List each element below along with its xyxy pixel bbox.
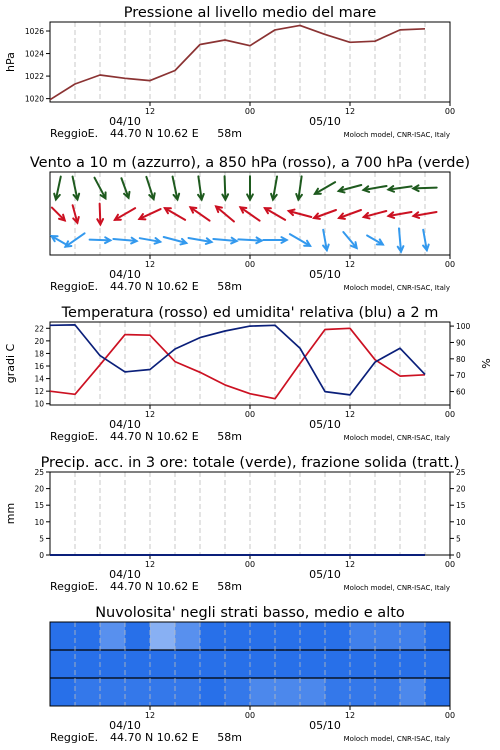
x-tick-label: 12 — [144, 410, 156, 419]
wind-arrow-10m — [90, 240, 111, 241]
footer-coords: 44.70 N 10.62 E — [110, 580, 199, 593]
y-axis-tick-label: 25 — [34, 468, 44, 477]
cloud-cell-alto — [275, 622, 301, 651]
cloud-cell-medio — [325, 650, 351, 679]
footer-credit: Moloch model, CNR-ISAC, Italy — [343, 434, 450, 442]
y-axis-right-tick-label: 0 — [456, 551, 461, 560]
wind-arrow-700hpa — [413, 188, 436, 189]
x-tick-label: 00 — [444, 260, 456, 269]
cloud-cell-basso — [50, 678, 76, 707]
x-tick-label: 12 — [144, 711, 156, 720]
chart-title: Nuvolosita' negli strati basso, medio e alto — [95, 605, 405, 621]
footer-station: ReggioE. — [50, 580, 99, 593]
date-label: 05/10 — [309, 568, 341, 581]
x-tick-label: 12 — [344, 560, 356, 569]
date-label: 04/10 — [109, 568, 141, 581]
cloud-cell-medio — [125, 650, 151, 679]
cloud-cell-medio — [225, 650, 251, 679]
x-tick-label: 12 — [344, 260, 356, 269]
y-axis-label: hPa — [4, 52, 17, 72]
cloud-cell-basso — [225, 678, 251, 707]
y-axis-right-tick-label: 5 — [456, 534, 461, 544]
footer-elevation: 58m — [217, 731, 242, 744]
footer-coords: 44.70 N 10.62 E — [110, 127, 199, 140]
humidity-series — [50, 325, 425, 395]
cloud-cell-medio — [250, 650, 276, 679]
y-axis-label: mm — [4, 502, 17, 525]
x-tick-label: 12 — [144, 560, 156, 569]
y-axis-tick-label: 0 — [39, 551, 44, 560]
y-axis-tick-label: 10 — [34, 399, 44, 409]
cloud-cell-alto — [200, 622, 226, 651]
x-tick-label: 12 — [344, 107, 356, 116]
date-label: 05/10 — [309, 268, 341, 281]
cloud-cell-medio — [75, 650, 101, 679]
cloud-cell-alto — [100, 622, 126, 651]
cloud-cell-medio — [200, 650, 226, 679]
y-axis-tick-label: 15 — [34, 501, 44, 511]
cloud-cell-basso — [275, 678, 301, 707]
cloud-cell-alto — [175, 622, 201, 651]
cloud-cell-alto — [350, 622, 376, 651]
date-label: 05/10 — [309, 115, 341, 128]
y-axis-tick-label: 1024 — [24, 49, 44, 59]
y-axis-right-tick-label: 100 — [456, 322, 471, 332]
footer-station: ReggioE. — [50, 731, 99, 744]
cloud-cell-alto — [425, 622, 451, 651]
chart-title: Precip. acc. in 3 ore: totale (verde), frazione solida (tratt.) — [40, 455, 460, 471]
cloud-cell-basso — [350, 678, 376, 707]
y-axis-tick-label: 20 — [34, 336, 44, 346]
date-label: 04/10 — [109, 268, 141, 281]
y-axis-tick-label: 14 — [34, 374, 44, 384]
date-label: 04/10 — [109, 719, 141, 732]
y-axis-right-tick-label: 80 — [456, 354, 466, 364]
cloud-cell-medio — [425, 650, 451, 679]
y-axis-tick-label: 10 — [34, 517, 44, 527]
cloud-cell-basso — [75, 678, 101, 707]
cloud-cell-basso — [325, 678, 351, 707]
footer-credit: Moloch model, CNR-ISAC, Italy — [343, 584, 450, 592]
date-label: 05/10 — [309, 719, 341, 732]
footer-elevation: 58m — [217, 280, 242, 293]
y-axis-tick-label: 1020 — [24, 94, 44, 104]
cloud-cell-basso — [400, 678, 426, 707]
x-tick-label: 00 — [244, 260, 256, 269]
cloud-cell-medio — [100, 650, 126, 679]
chart-title: Vento a 10 m (azzurro), a 850 hPa (rosso), a 700 hPa (verde) — [29, 155, 471, 171]
cloud-cell-alto — [125, 622, 151, 651]
y-axis-right-tick-label: 25 — [456, 468, 466, 477]
footer-elevation: 58m — [217, 430, 242, 443]
wind-arrow-850hpa — [100, 204, 101, 225]
footer-credit: Moloch model, CNR-ISAC, Italy — [343, 735, 450, 743]
cloud-cell-alto — [250, 622, 276, 651]
cloud-cell-medio — [150, 650, 176, 679]
x-tick-label: 12 — [144, 107, 156, 116]
chart-title: Temperatura (rosso) ed umidita' relativa (blu) a 2 m — [61, 305, 439, 321]
cloud-cell-medio — [175, 650, 201, 679]
footer-coords: 44.70 N 10.62 E — [110, 731, 199, 744]
x-tick-label: 12 — [144, 260, 156, 269]
footer-credit: Moloch model, CNR-ISAC, Italy — [343, 131, 450, 139]
cloud-cell-basso — [150, 678, 176, 707]
x-tick-label: 00 — [244, 107, 256, 116]
y-axis-right-tick-label: 20 — [456, 484, 466, 494]
cloud-cell-basso — [375, 678, 401, 707]
cloud-cell-basso — [425, 678, 451, 707]
y-axis-right-tick-label: 15 — [456, 501, 466, 511]
footer-station: ReggioE. — [50, 127, 99, 140]
cloud-cell-medio — [275, 650, 301, 679]
wind-arrow-850hpa — [240, 207, 259, 220]
cloud-cell-alto — [75, 622, 101, 651]
footer-station: ReggioE. — [50, 280, 99, 293]
cloud-cell-basso — [175, 678, 201, 707]
y-axis-tick-label: 20 — [34, 484, 44, 494]
cloud-cell-medio — [400, 650, 426, 679]
temperature-series — [50, 328, 425, 398]
cloud-cell-basso — [100, 678, 126, 707]
cloud-cell-basso — [250, 678, 276, 707]
y-axis-tick-label: 22 — [34, 324, 44, 334]
cloud-cell-alto — [400, 622, 426, 651]
footer-station: ReggioE. — [50, 430, 99, 443]
cloud-cell-alto — [300, 622, 326, 651]
x-tick-label: 00 — [244, 560, 256, 569]
x-tick-label: 12 — [344, 410, 356, 419]
date-label: 04/10 — [109, 115, 141, 128]
cloud-cell-medio — [350, 650, 376, 679]
cloud-cell-alto — [50, 622, 76, 651]
chart-title: Pressione al livello medio del mare — [123, 5, 377, 21]
cloud-cell-medio — [300, 650, 326, 679]
x-tick-label: 00 — [244, 711, 256, 720]
footer-elevation: 58m — [217, 580, 242, 593]
cloud-cell-alto — [325, 622, 351, 651]
x-tick-label: 12 — [344, 711, 356, 720]
date-label: 04/10 — [109, 418, 141, 431]
y-axis-tick-label: 18 — [34, 349, 44, 359]
y-axis-tick-label: 12 — [34, 387, 44, 397]
x-tick-label: 00 — [244, 410, 256, 419]
y-axis-tick-label: 16 — [34, 362, 44, 372]
y-axis-tick-label: 1026 — [24, 27, 44, 37]
x-tick-label: 00 — [444, 107, 456, 116]
cloud-cell-basso — [125, 678, 151, 707]
cloud-cell-alto — [150, 622, 176, 651]
cloud-cell-alto — [225, 622, 251, 651]
cloud-cell-alto — [375, 622, 401, 651]
x-tick-label: 00 — [444, 410, 456, 419]
y-axis-label: gradi C — [4, 343, 17, 384]
pressure-series — [50, 25, 425, 99]
cloud-cell-basso — [200, 678, 226, 707]
footer-elevation: 58m — [217, 127, 242, 140]
x-tick-label: 00 — [444, 560, 456, 569]
footer-credit: Moloch model, CNR-ISAC, Italy — [343, 284, 450, 292]
cloud-cell-medio — [375, 650, 401, 679]
footer-coords: 44.70 N 10.62 E — [110, 430, 199, 443]
footer-coords: 44.70 N 10.62 E — [110, 280, 199, 293]
y-axis-right-tick-label: 70 — [456, 371, 466, 381]
wind-arrow-700hpa — [225, 176, 226, 199]
date-label: 05/10 — [309, 418, 341, 431]
cloud-cell-medio — [50, 650, 76, 679]
y-axis-label-right: % — [480, 358, 493, 369]
y-axis-right-tick-label: 90 — [456, 338, 466, 348]
y-axis-right-tick-label: 10 — [456, 517, 466, 527]
y-axis-tick-label: 1022 — [24, 72, 44, 82]
y-axis-tick-label: 5 — [39, 534, 44, 544]
wind-arrow-850hpa — [190, 207, 209, 220]
x-tick-label: 00 — [444, 711, 456, 720]
cloud-cell-basso — [300, 678, 326, 707]
y-axis-right-tick-label: 60 — [456, 387, 466, 397]
